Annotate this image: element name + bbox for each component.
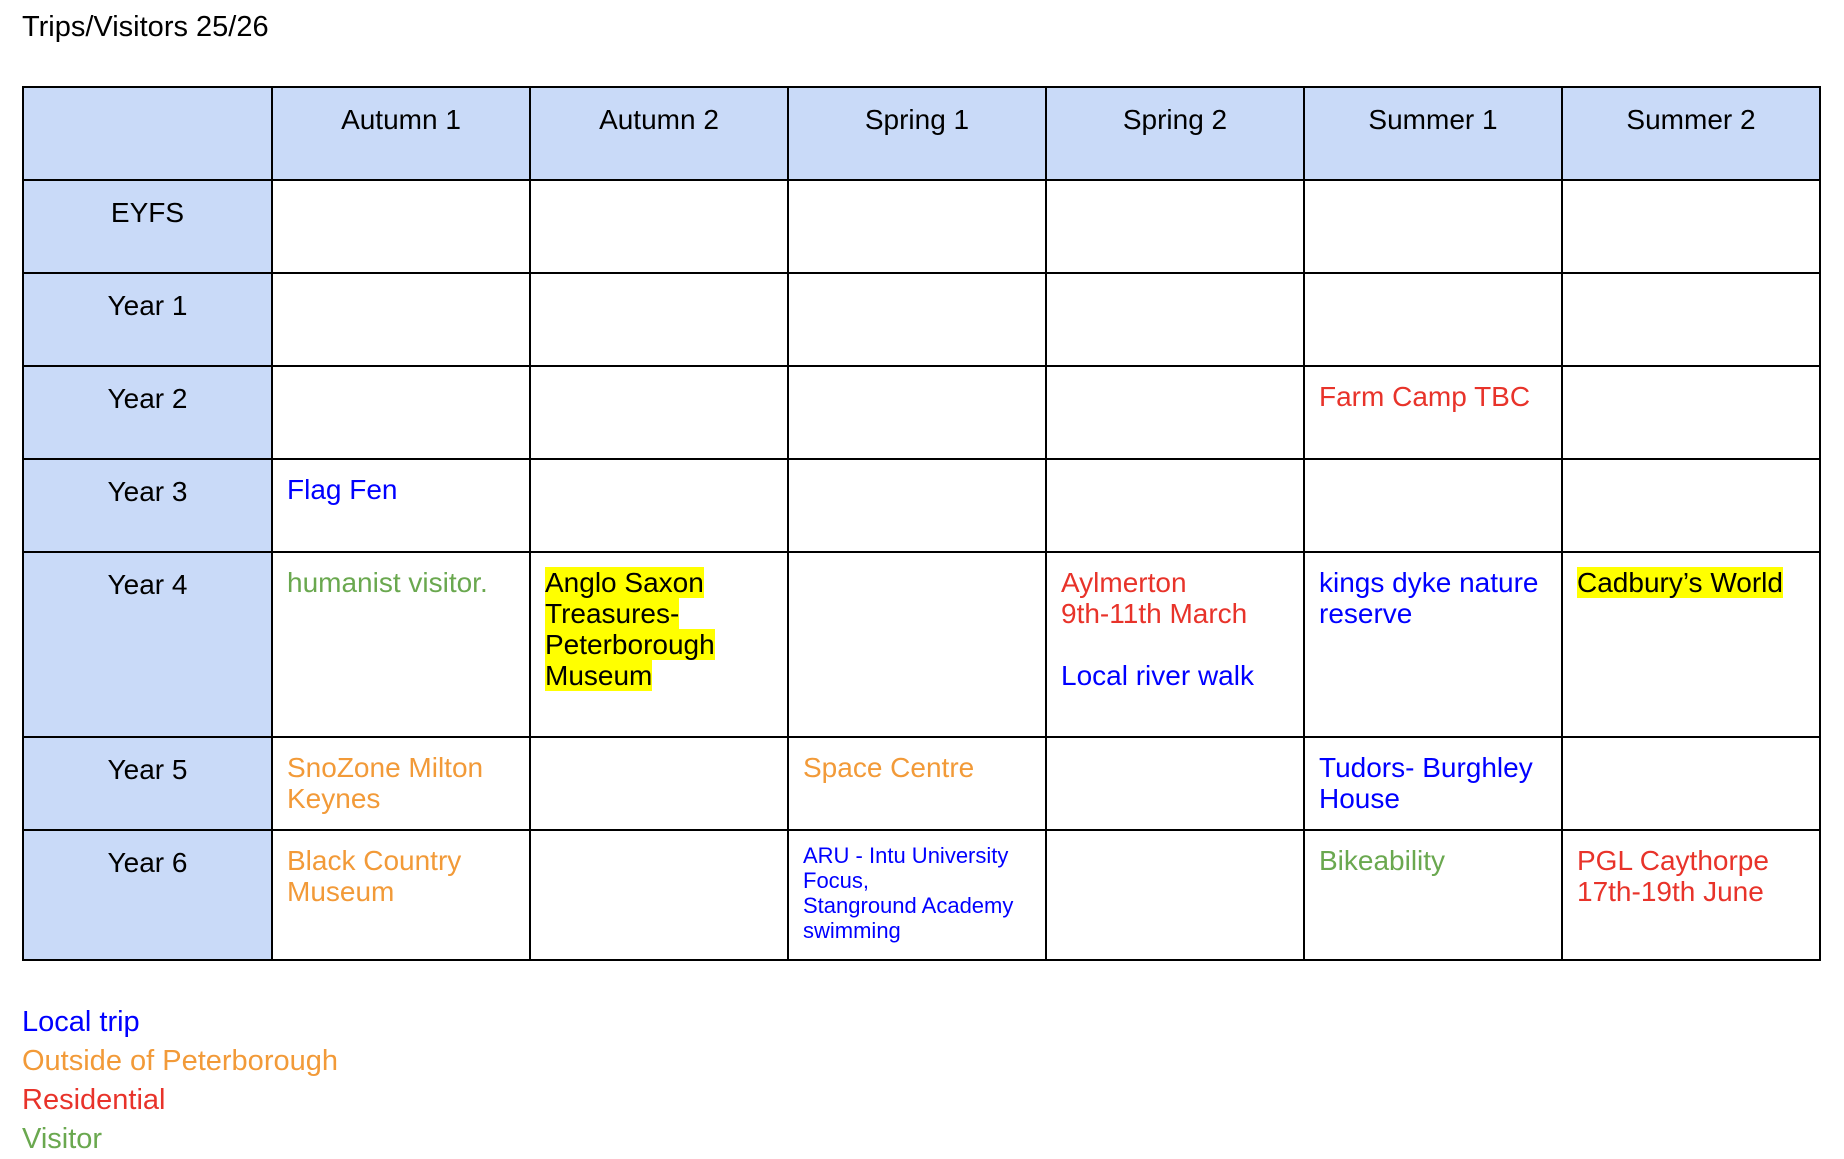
- cell-year-5-spring-1: [788, 737, 1046, 830]
- line-2: Treasures-: [545, 598, 680, 629]
- cell-year-2-summer-1: [1304, 366, 1562, 459]
- visitor-humanist: humanist visitor.: [287, 567, 488, 598]
- line-2: Museum: [287, 876, 395, 907]
- line-1: PGL Caythorpe: [1577, 845, 1769, 876]
- cell-year-3-autumn-1: [272, 459, 530, 552]
- cell-year-4-spring-2: [1046, 552, 1304, 737]
- cell-year-4-autumn-2: [530, 552, 788, 737]
- cell-year-2-autumn-1: [272, 366, 530, 459]
- cell-year-6-autumn-2: [530, 830, 788, 960]
- trip-local-river-walk: Local river walk: [1061, 660, 1254, 691]
- table-row-year-5: [23, 737, 1820, 830]
- table-row-year-2: [23, 366, 1820, 459]
- visitor-bikeability: Bikeability: [1319, 845, 1446, 876]
- cell-year-3-spring-2: [1046, 459, 1304, 552]
- row-label-year-4: Year 4: [23, 552, 272, 737]
- cell-year-2-spring-1: [788, 366, 1046, 459]
- cell-year-6-summer-2: [1562, 830, 1820, 960]
- highlighted-text: Cadbury’s World: [1577, 567, 1783, 598]
- trip-aru-stanground: [803, 843, 1031, 943]
- cell-year-2-summer-2: [1562, 366, 1820, 459]
- line-2: 9th-11th March: [1061, 598, 1248, 629]
- cell-year-3-autumn-2: [530, 459, 788, 552]
- line-1: kings dyke nature: [1319, 567, 1539, 598]
- cell-year-3-summer-2: [1562, 459, 1820, 552]
- line-1: Tudors- Burghley: [1319, 752, 1533, 783]
- cell-eyfs-spring-1: [788, 180, 1046, 273]
- row-label-year-1: Year 1: [23, 273, 272, 366]
- legend-local-trip: Local trip: [22, 1006, 140, 1038]
- cell-year-5-spring-2: [1046, 737, 1304, 830]
- cell-eyfs-summer-1: [1304, 180, 1562, 273]
- header-spring-1: Spring 1: [788, 87, 1046, 180]
- cell-eyfs-autumn-2: [530, 180, 788, 273]
- header-corner-cell: [23, 87, 272, 180]
- table-row-year-3: [23, 459, 1820, 552]
- cell-year-1-summer-2: [1562, 273, 1820, 366]
- line-3: Peterborough: [545, 629, 715, 660]
- cell-year-5-summer-2: [1562, 737, 1820, 830]
- trip-anglo-saxon-treasures: [545, 567, 773, 691]
- line-3: Stanground Academy: [803, 893, 1014, 918]
- cell-year-5-autumn-1: [272, 737, 530, 830]
- line-2: reserve: [1319, 598, 1413, 629]
- header-autumn-2: Autumn 2: [530, 87, 788, 180]
- line-2: Focus,: [803, 868, 870, 893]
- cell-year-1-autumn-2: [530, 273, 788, 366]
- cell-year-2-autumn-2: [530, 366, 788, 459]
- line-2: 17th-19th June: [1577, 876, 1764, 907]
- cell-year-1-spring-1: [788, 273, 1046, 366]
- cell-year-6-autumn-1: [272, 830, 530, 960]
- header-autumn-1: Autumn 1: [272, 87, 530, 180]
- header-summer-2: Summer 2: [1562, 87, 1820, 180]
- trip-snozone: [287, 752, 515, 814]
- table-row-year-6: [23, 830, 1820, 960]
- cell-year-3-spring-1: [788, 459, 1046, 552]
- row-label-eyfs: EYFS: [23, 180, 272, 273]
- trip-farm-camp: Farm Camp TBC: [1319, 381, 1531, 412]
- trip-cadburys-world: [1577, 567, 1805, 598]
- cell-year-2-spring-2: [1046, 366, 1304, 459]
- line-2: Keynes: [287, 783, 381, 814]
- cell-year-3-summer-1: [1304, 459, 1562, 552]
- table-row-year-4: [23, 552, 1820, 737]
- cell-year-4-summer-1: [1304, 552, 1562, 737]
- header-row: [23, 87, 1820, 180]
- row-label-year-6: Year 6: [23, 830, 272, 960]
- cell-year-5-summer-1: [1304, 737, 1562, 830]
- line-4: swimming: [803, 918, 901, 943]
- row-label-year-5: Year 5: [23, 737, 272, 830]
- trip-space-centre: Space Centre: [803, 752, 975, 783]
- cell-year-5-autumn-2: [530, 737, 788, 830]
- line-1: Anglo Saxon: [545, 567, 704, 598]
- cell-year-4-spring-1: [788, 552, 1046, 737]
- trip-pgl-caythorpe: [1577, 845, 1805, 907]
- cell-eyfs-autumn-1: [272, 180, 530, 273]
- spacer: [1061, 629, 1289, 660]
- trip-aylmerton: [1061, 567, 1289, 629]
- trip-tudors-burghley: [1319, 752, 1547, 814]
- page-title: Trips/Visitors 25/26: [22, 11, 269, 43]
- row-label-year-2: Year 2: [23, 366, 272, 459]
- cell-year-6-summer-1: [1304, 830, 1562, 960]
- cell-year-4-summer-2: [1562, 552, 1820, 737]
- cell-eyfs-summer-2: [1562, 180, 1820, 273]
- line-1: SnoZone Milton: [287, 752, 484, 783]
- legend-outside-peterborough: Outside of Peterborough: [22, 1045, 338, 1077]
- table-row-eyfs: [23, 180, 1820, 273]
- color-legend: [22, 1003, 338, 1159]
- trip-flag-fen: Flag Fen: [287, 474, 398, 505]
- trip-black-country-museum: [287, 845, 515, 907]
- line-4: Museum: [545, 660, 653, 691]
- cell-year-6-spring-2: [1046, 830, 1304, 960]
- cell-year-6-spring-1: [788, 830, 1046, 960]
- line-1: ARU - Intu University: [803, 843, 1009, 868]
- line-1: Black Country: [287, 845, 462, 876]
- header-spring-2: Spring 2: [1046, 87, 1304, 180]
- cell-eyfs-spring-2: [1046, 180, 1304, 273]
- legend-visitor: Visitor: [22, 1123, 103, 1155]
- header-summer-1: Summer 1: [1304, 87, 1562, 180]
- cell-year-1-spring-2: [1046, 273, 1304, 366]
- line-1: Aylmerton: [1061, 567, 1187, 598]
- table-row-year-1: [23, 273, 1820, 366]
- cell-year-1-summer-1: [1304, 273, 1562, 366]
- line-2: House: [1319, 783, 1400, 814]
- trips-table: [22, 86, 1821, 961]
- legend-residential: Residential: [22, 1084, 166, 1116]
- cell-year-1-autumn-1: [272, 273, 530, 366]
- cell-year-4-autumn-1: [272, 552, 530, 737]
- trip-kings-dyke: [1319, 567, 1547, 629]
- row-label-year-3: Year 3: [23, 459, 272, 552]
